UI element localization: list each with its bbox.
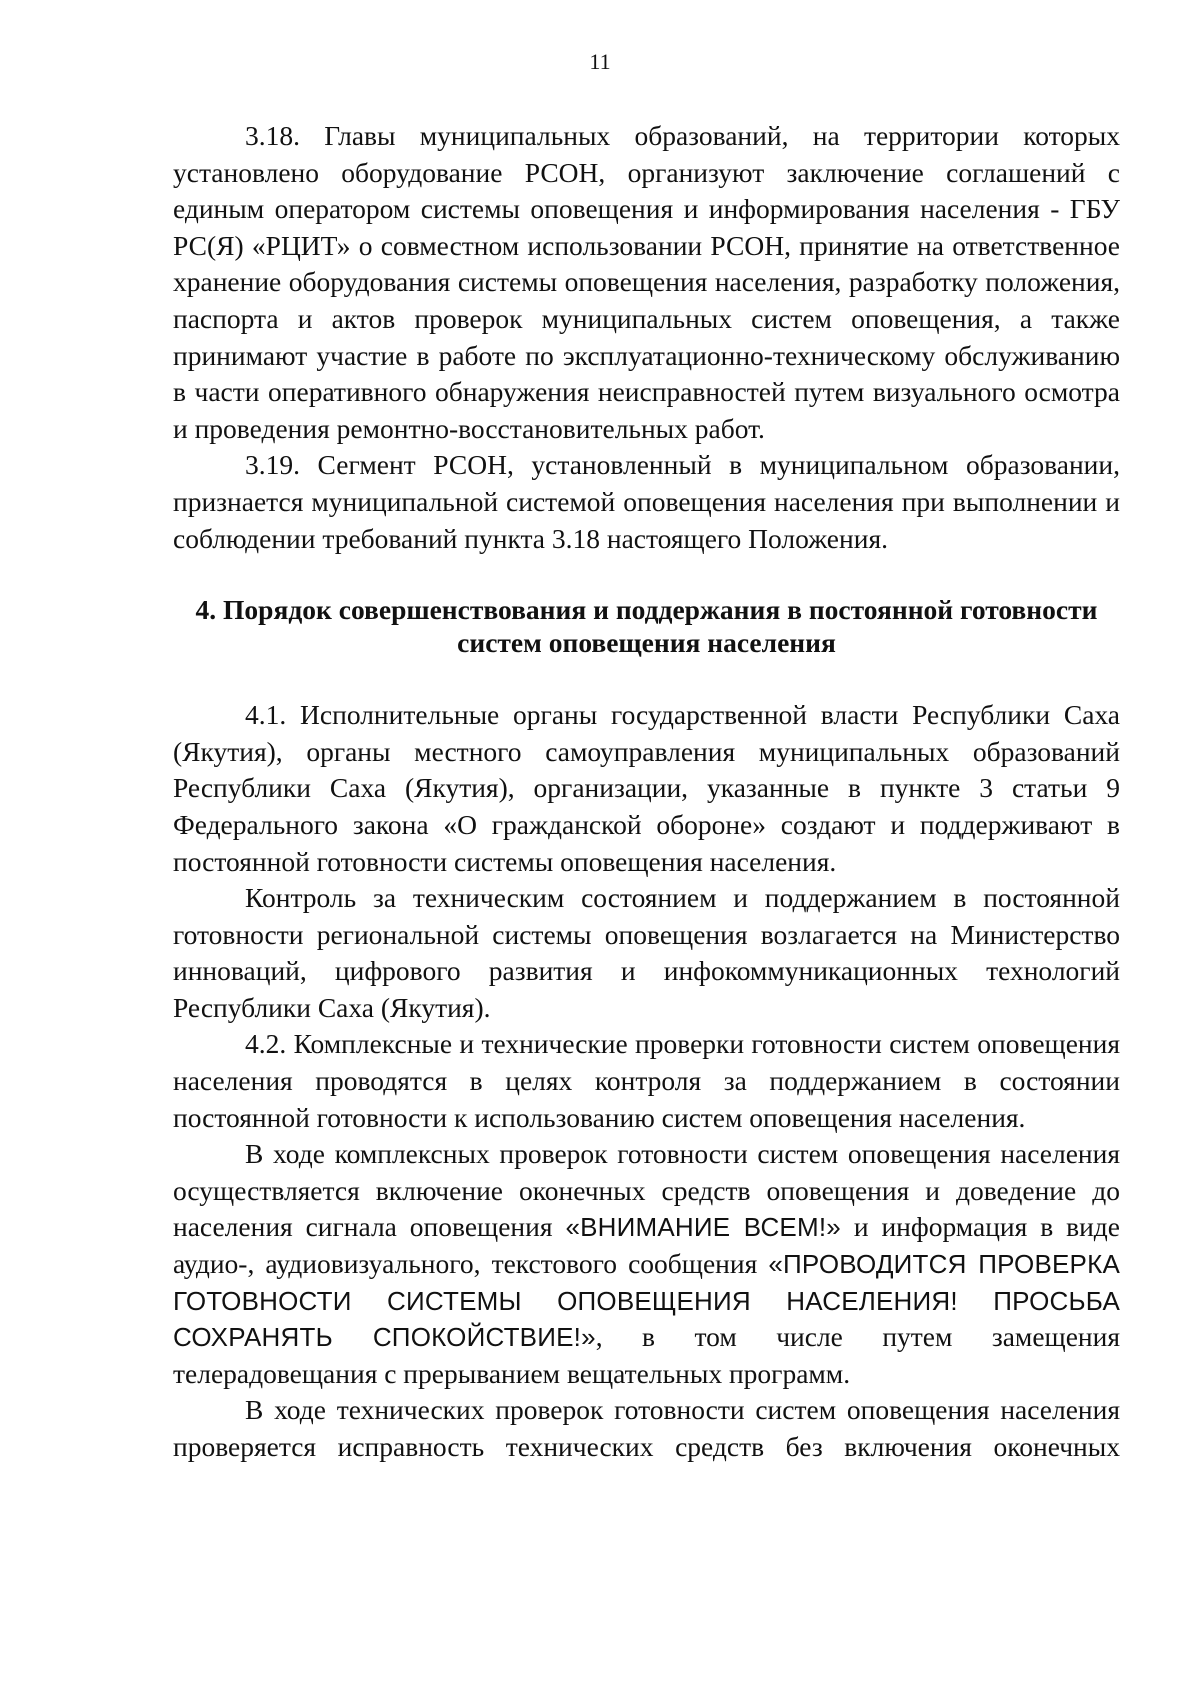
complex-checks-text-1: В ходе комплексных проверок готовности систем оповещения населения осуществляется включение оконечных средств оповещения и доведение до населения сигнала оповещения [173, 1138, 1120, 1243]
paragraph-3-19: 3.19. Сегмент РСОН, установленный в муниципальном образовании, признается муниципальной системой оповещения населения при выполнении и соблюдении требований пункта 3.18 настоящего Положения. [173, 449, 1120, 554]
paragraph-4-2: 4.2. Комплексные и технические проверки готовности систем оповещения населения проводятся в целях контроля за поддержанием в состоянии постоянной готовности к использованию систем оповещения населения. [173, 1028, 1120, 1133]
complex-checks-text-2: и информация в виде аудио-, аудиовизуального, текстового сообщения [173, 1211, 1121, 1280]
paragraph-4-1: 4.1. Исполнительные органы государственной власти Республики Саха (Якутия), органы местного самоуправления муниципальных образований Республики Саха (Якутия), организации, указанные в пункте 3 статьи 9 Федерального закона «О гражданской обороне» создают и поддерживают в постоянной готовности системы оповещения населения. [173, 699, 1120, 877]
complex-checks-text-3: , в том числе путем замещения телерадовещания с прерыванием вещательных программ. [173, 1321, 1120, 1389]
paragraph-complex-checks [173, 1136, 1120, 1392]
alert-signal-text: «ВНИМАНИЕ ВСЕМ!» [565, 1212, 841, 1243]
section-heading-line-2: систем оповещения населения [457, 627, 836, 659]
alert-message-text: «ПРОВОДИТСЯ ПРОВЕРКА ГОТОВНОСТИ СИСТЕМЫ ОПОВЕЩЕНИЯ НАСЕЛЕНИЯ! ПРОСЬБА СОХРАНЯТЬ СПОКОЙСТВИЕ!» [173, 1249, 1120, 1353]
section-heading [173, 593, 1120, 659]
section-heading-line-1: 4. Порядок совершенствования и поддержания в постоянной готовности [195, 594, 1098, 626]
paragraph-control: Контроль за техническим состоянием и поддержанием в постоянной готовности региональной системы оповещения возлагается на Министерство инноваций, цифрового развития и инфокоммуникационных технологий Республики Саха (Якутия). [173, 882, 1120, 1023]
paragraph-3-18: 3.18. Главы муниципальных образований, на территории которых установлено оборудование РСОН, организуют заключение соглашений с единым оператором системы оповещения и информирования населения - ГБУ РС(Я) «РЦИТ» о совместном использовании РСОН, принятие на ответственное хранение оборудования системы оповещения населения, разработку положения, паспорта и актов проверок муниципальных систем оповещения, а также принимают участие в работе по эксплуатационно-техническому обслуживанию в части оперативного обнаружения неисправностей путем визуального осмотра и проведения ремонтно-восстановительных работ. [173, 120, 1120, 444]
page-number: 11 [589, 49, 611, 74]
document-body [173, 118, 1120, 1466]
paragraph-technical-checks: В ходе технических проверок готовности систем оповещения населения проверяется исправность технических средств без включения оконечных [173, 1394, 1120, 1462]
